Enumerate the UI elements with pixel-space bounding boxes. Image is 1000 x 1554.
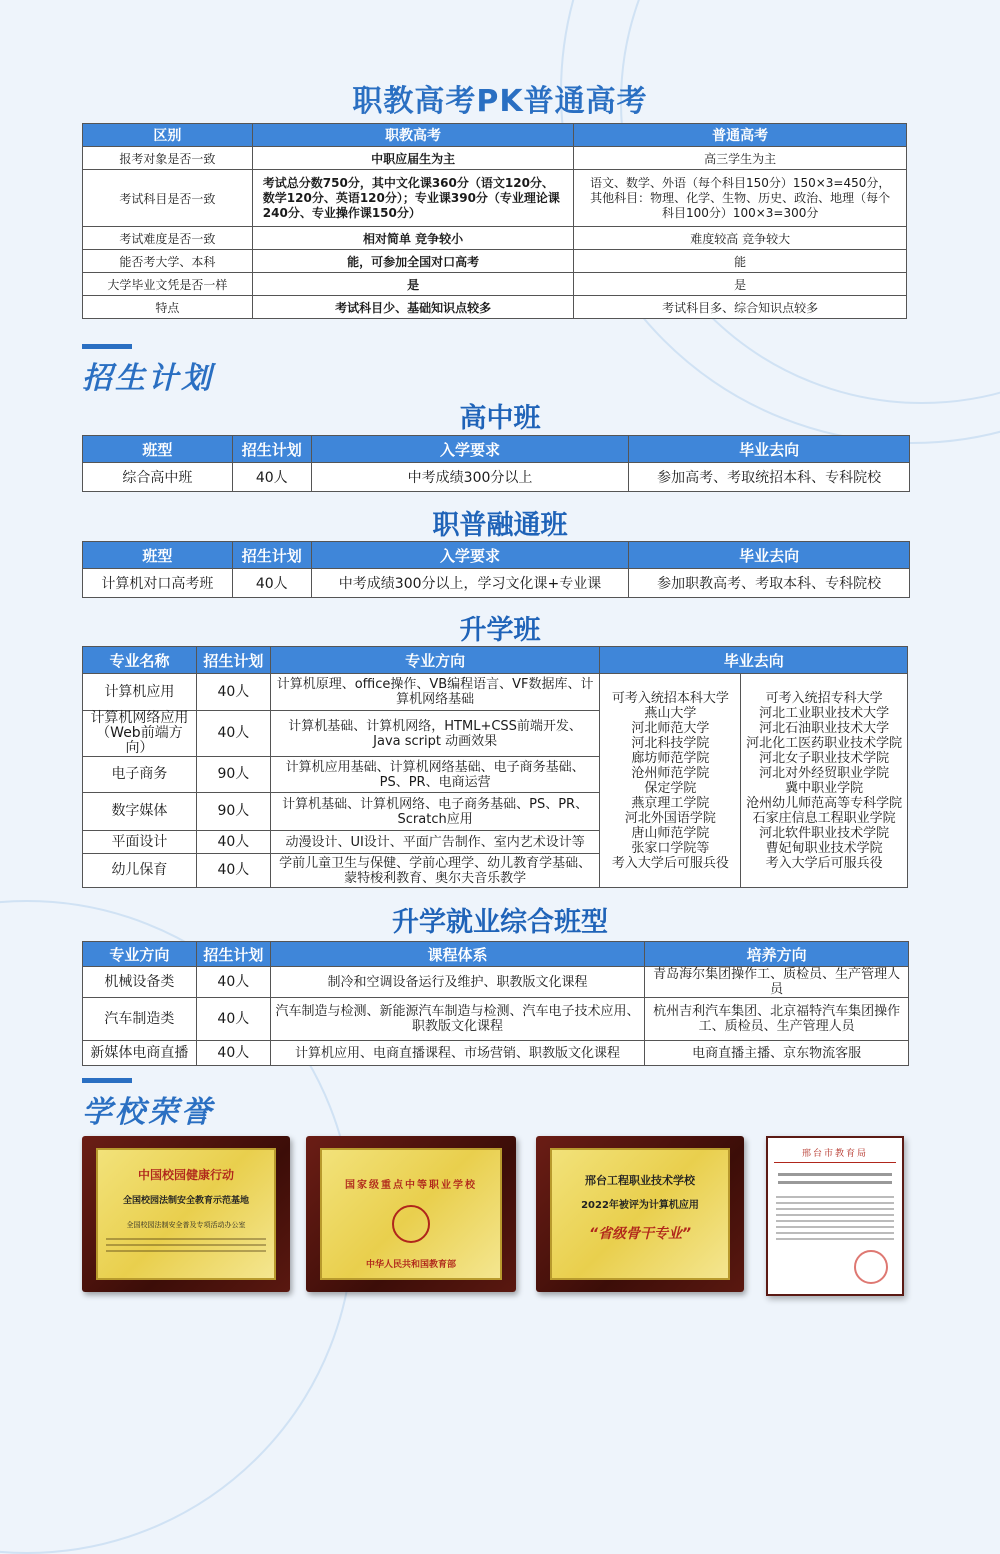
table-cell: 考试科目少、基础知识点较多	[252, 296, 574, 319]
combo-table	[82, 941, 909, 1066]
compare-header: 职教高考	[252, 124, 574, 147]
plaque-issuer: 中华人民共和国教育部	[365, 1260, 456, 1270]
dest-item: 廊坊师范学院	[631, 750, 710, 766]
table-cell: 计算机网络应用（Web前端方向）	[83, 711, 197, 757]
table-cell: 汽车制造与检测、新能源汽车制造与检测、汽车电子技术应用、职教版文化课程	[270, 998, 645, 1041]
table-cell: 动漫设计、UI设计、平面广告制作、室内艺术设计等	[270, 831, 600, 854]
table-cell: 中考成绩300分以上，学习文化课+专业课	[311, 569, 629, 598]
table-cell: 特点	[83, 296, 253, 319]
document-header: 邢台市教育局	[801, 1149, 868, 1159]
table-row	[83, 273, 907, 296]
table-row	[83, 998, 909, 1041]
table-header: 班型	[83, 436, 233, 463]
table-cell: 计算机应用、电商直播课程、市场营销、职教版文化课程	[270, 1041, 645, 1066]
dest-item: 冀中职业学院	[785, 780, 864, 796]
fine-print	[776, 1202, 894, 1204]
honor-document	[766, 1136, 904, 1296]
plaque-line: 全国校园法制安全教育示范基地	[122, 1196, 249, 1206]
dest-item: 曹妃甸职业技术学院	[765, 840, 883, 856]
table-header: 招生计划	[196, 647, 270, 674]
plaque-panel	[550, 1148, 730, 1280]
honor-plaque-1	[82, 1136, 290, 1292]
fine-print	[106, 1250, 266, 1252]
fine-print	[776, 1226, 894, 1228]
table-cell: 能否考大学、本科	[83, 250, 253, 273]
table-header: 班型	[83, 542, 233, 569]
dest-item: 沧州师范学院	[631, 765, 710, 781]
table-cell: 能	[574, 250, 907, 273]
fine-print	[778, 1173, 892, 1176]
shengxue-table	[82, 646, 908, 888]
table-cell: 学前儿童卫生与保健、学前心理学、幼儿教育学基础、蒙特梭利教育、奥尔夫音乐教学	[270, 854, 600, 888]
emblem-icon	[392, 1205, 430, 1243]
table-row	[83, 1041, 909, 1066]
dest-item: 石家庄信息工程职业学院	[752, 810, 896, 826]
fine-print	[106, 1244, 266, 1246]
fine-print	[776, 1232, 894, 1234]
table-cell: 中考成绩300分以上	[311, 463, 629, 492]
dest-item: 河北石油职业技术大学	[759, 720, 890, 736]
table-cell: 40人	[196, 831, 270, 854]
table-header: 毕业去向	[629, 542, 910, 569]
table-cell: 计算机基础、计算机网络，HTML+CSS前端开发、Java script 动画效果	[270, 711, 600, 757]
table-cell: 考试科目多、综合知识点较多	[574, 296, 907, 319]
shengxue-title: 升学班	[459, 615, 541, 646]
section-accent-bar	[82, 1078, 132, 1083]
table-cell: 40人	[196, 967, 270, 998]
compare-header: 区别	[83, 124, 253, 147]
table-row	[83, 674, 908, 711]
table-cell: 难度较高 竞争较大	[574, 227, 907, 250]
table-cell: 高三学生为主	[574, 147, 907, 170]
dest-item: 河北科技学院	[631, 735, 710, 751]
table-cell: 90人	[196, 793, 270, 831]
table-header: 招生计划	[196, 942, 270, 967]
table-header: 入学要求	[311, 542, 629, 569]
dest-item: 燕京理工学院	[631, 795, 710, 811]
table-cell: 语文、数学、外语（每个科目150分）150×3=450分，其他科目：物理、化学、生物、历史、政治、地理（每个科目100分）100×3=300分	[574, 170, 907, 227]
table-cell: 机械设备类	[83, 967, 197, 998]
dest-item: 河北软件职业技术学院	[759, 825, 890, 841]
table-cell: 计算机原理、office操作、VB编程语言、VF数据库、计算机网络基础	[270, 674, 600, 711]
dest-item: 可考入统招专科大学	[765, 690, 883, 706]
fine-print	[776, 1196, 894, 1198]
table-cell: 90人	[196, 757, 270, 793]
table-cell: 40人	[232, 463, 311, 492]
dest-item: 唐山师范学院	[631, 825, 710, 841]
destination-right	[741, 674, 908, 888]
section-accent-bar	[82, 344, 132, 349]
table-cell: 幼儿保育	[83, 854, 197, 888]
section-title-plan: 招生计划	[82, 361, 214, 396]
section-title-honors: 学校荣誉	[82, 1095, 214, 1130]
dest-item: 燕山大学	[644, 705, 697, 721]
table-cell: 相对简单 竞争较小	[252, 227, 574, 250]
table-cell: 40人	[196, 998, 270, 1041]
plaque-line: 全国校园法制安全普及专项活动办公室	[126, 1221, 246, 1229]
table-row	[83, 463, 910, 492]
table-cell: 平面设计	[83, 831, 197, 854]
table-cell: 报考对象是否一致	[83, 147, 253, 170]
table-cell: 40人	[196, 711, 270, 757]
gaozhong-title: 高中班	[459, 403, 541, 434]
table-cell: 计算机对口高考班	[83, 569, 233, 598]
divider	[774, 1162, 896, 1163]
table-cell: 电子商务	[83, 757, 197, 793]
table-header: 招生计划	[232, 542, 311, 569]
honor-plaque-3	[536, 1136, 744, 1292]
table-header: 毕业去向	[600, 647, 908, 674]
table-cell: 能，可参加全国对口高考	[252, 250, 574, 273]
destination-left	[600, 674, 741, 888]
table-header: 专业名称	[83, 647, 197, 674]
plaque-panel	[96, 1148, 276, 1280]
seal-icon	[854, 1250, 888, 1284]
table-cell: 杭州吉利汽车集团、北京福特汽车集团操作工、质检员、生产管理人员	[645, 998, 909, 1041]
gaozhong-table	[82, 435, 910, 492]
table-header: 课程体系	[270, 942, 645, 967]
dest-item: 可考入统招本科大学	[611, 690, 729, 706]
fine-print	[776, 1214, 894, 1216]
table-cell: 40人	[196, 854, 270, 888]
dest-item: 张家口学院等	[631, 840, 710, 856]
dest-item: 河北工业职业技术大学	[759, 705, 890, 721]
fine-print	[106, 1238, 266, 1240]
dest-item: 考入大学后可服兵役	[765, 855, 883, 871]
table-cell: 大学毕业文凭是否一样	[83, 273, 253, 296]
fine-print	[778, 1181, 892, 1184]
dest-item: 保定学院	[644, 780, 697, 796]
honor-plaque-2	[306, 1136, 516, 1292]
fine-print	[776, 1208, 894, 1210]
table-cell: 是	[574, 273, 907, 296]
compare-table	[82, 123, 907, 319]
plaque-arc-text: 国家级重点中等职业学校	[345, 1180, 477, 1191]
dest-item: 河北对外经贸职业学院	[759, 765, 890, 781]
table-header: 招生计划	[232, 436, 311, 463]
table-cell: 参加职教高考、考取本科、专科院校	[629, 569, 910, 598]
table-cell: 电商直播主播、京东物流客服	[645, 1041, 909, 1066]
table-cell: 40人	[196, 674, 270, 711]
dest-item: 河北女子职业技术学院	[759, 750, 890, 766]
table-cell: 考试难度是否一致	[83, 227, 253, 250]
dest-item: 沧州幼儿师范高等专科学院	[746, 795, 903, 811]
table-row	[83, 170, 907, 227]
table-cell: 考试科目是否一致	[83, 170, 253, 227]
zhipu-table	[82, 541, 910, 598]
table-row	[83, 147, 907, 170]
table-row	[83, 227, 907, 250]
dest-item: 考入大学后可服兵役	[611, 855, 729, 871]
table-cell: 汽车制造类	[83, 998, 197, 1041]
table-cell: 数字媒体	[83, 793, 197, 831]
table-cell: 参加高考、考取统招本科、专科院校	[629, 463, 910, 492]
table-cell: 中职应届生为主	[252, 147, 574, 170]
table-row	[83, 569, 910, 598]
dest-item: 河北师范大学	[631, 720, 710, 736]
table-row	[83, 296, 907, 319]
table-cell: 综合高中班	[83, 463, 233, 492]
table-cell: 青岛海尔集团操作工、质检员、生产管理人员	[645, 967, 909, 998]
table-cell: 计算机应用	[83, 674, 197, 711]
fine-print	[776, 1238, 894, 1240]
plaque-school: 邢台工程职业技术学校	[585, 1174, 695, 1187]
compare-header: 普通高考	[574, 124, 907, 147]
table-header: 专业方向	[270, 647, 600, 674]
table-cell: 40人	[196, 1041, 270, 1066]
fine-print	[776, 1220, 894, 1222]
plaque-line: 2022年被评为计算机应用	[581, 1200, 699, 1211]
table-cell: 制冷和空调设备运行及维护、职教版文化课程	[270, 967, 645, 998]
table-row	[83, 250, 907, 273]
table-cell: 计算机应用基础、计算机网络基础、电子商务基础、PS、PR、电商运营	[270, 757, 600, 793]
zhipu-title: 职普融通班	[432, 510, 568, 541]
table-cell: 40人	[232, 569, 311, 598]
plaque-line: “省级骨干专业”	[588, 1226, 692, 1242]
combo-title: 升学就业综合班型	[392, 907, 608, 938]
dest-item: 河北外国语学院	[624, 810, 716, 826]
table-header: 培养方向	[645, 942, 909, 967]
table-header: 毕业去向	[629, 436, 910, 463]
plaque-title: 中国校园健康行动	[137, 1168, 234, 1182]
table-header: 专业方向	[83, 942, 197, 967]
dest-item: 河北化工医药职业技术学院	[746, 735, 903, 751]
table-cell: 考试总分数750分，其中文化课360分（语文120分、数学120分、英语120分）；专业课390分（专业理论课240分、专业操作课150分）	[252, 170, 574, 227]
compare-title: 职教高考PK普通高考	[352, 84, 648, 119]
table-cell: 新媒体电商直播	[83, 1041, 197, 1066]
plaque-panel	[320, 1148, 502, 1280]
table-cell: 计算机基础、计算机网络、电子商务基础、PS、PR、Scratch应用	[270, 793, 600, 831]
table-header: 入学要求	[311, 436, 629, 463]
table-cell: 是	[252, 273, 574, 296]
table-row	[83, 967, 909, 998]
